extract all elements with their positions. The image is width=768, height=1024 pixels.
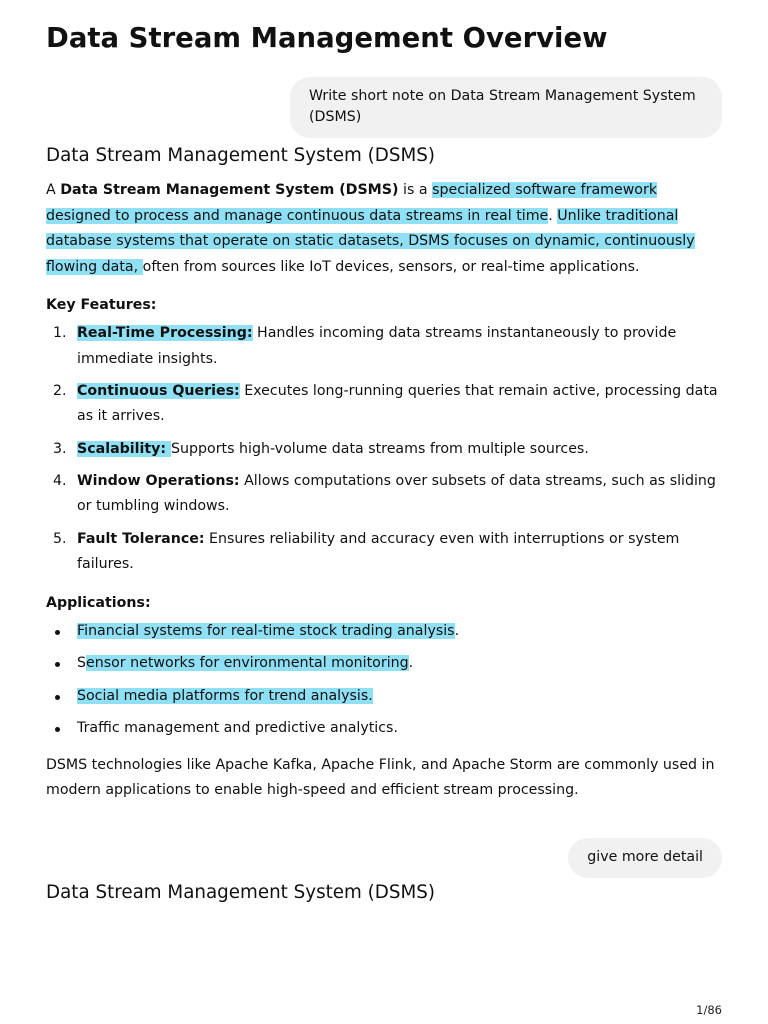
feature-number: 2.	[53, 382, 67, 399]
intro-bold-term: Data Stream Management System (DSMS)	[60, 182, 399, 198]
response-heading: Data Stream Management System (DSMS)	[46, 145, 435, 166]
application-text: .	[454, 622, 460, 639]
intro-text: often from sources like IoT devices, sensors, or real-time applications.	[142, 258, 640, 275]
feature-description: Executes long-running queries that remain active, processing data as it arrives.	[77, 382, 718, 425]
user-message-bubble	[290, 77, 722, 138]
feature-item	[46, 527, 722, 578]
applications-label: Applications:	[46, 594, 151, 611]
application-item	[46, 684, 722, 710]
feature-item	[46, 469, 722, 520]
feature-item	[46, 379, 722, 430]
feature-description: Ensures reliability and accuracy even with interruptions or system failures.	[77, 530, 680, 573]
intro-text: A	[46, 182, 61, 198]
application-item	[46, 716, 722, 742]
bullet-icon	[55, 695, 60, 700]
user-message-text: give more detail	[587, 849, 703, 865]
feature-description: Handles incoming data streams instantaneously to provide immediate insights.	[77, 325, 677, 367]
feature-description: Supports high-volume data streams from multiple sources.	[171, 440, 589, 457]
feature-title: Real-Time Processing:	[77, 325, 253, 341]
application-item	[46, 619, 722, 645]
intro-text: is a	[398, 182, 433, 198]
feature-title: Window Operations:	[77, 472, 240, 489]
application-text: Traffic management and predictive analytics.	[77, 720, 398, 737]
page-title: Data Stream Management Overview	[46, 22, 608, 54]
feature-title: Scalability:	[77, 440, 172, 457]
key-features-label: Key Features:	[46, 297, 157, 313]
user-message-bubble	[568, 838, 722, 878]
user-message-text: Write short note on Data Stream Management System (DSMS)	[309, 88, 696, 125]
application-highlight: Financial systems for real-time stock trading analysis	[77, 622, 455, 639]
feature-item	[46, 437, 722, 463]
application-text: S	[77, 655, 87, 672]
application-highlight: ensor networks for environmental monitoring	[86, 655, 409, 672]
application-text: .	[408, 655, 414, 672]
feature-title: Fault Tolerance:	[77, 530, 205, 547]
feature-number: 3.	[53, 440, 67, 457]
bullet-icon	[55, 727, 60, 732]
response-heading: Data Stream Management System (DSMS)	[46, 882, 435, 903]
feature-title: Continuous Queries:	[77, 382, 240, 399]
feature-number: 1.	[53, 325, 67, 341]
application-highlight: Social media platforms for trend analysis.	[77, 687, 373, 704]
intro-highlight: Unlike traditional database systems that operate on static datasets, DSMS focuses on dynamic, continuously flowing data,	[46, 207, 695, 275]
intro-paragraph	[46, 178, 722, 280]
intro-highlight: specialized software framework designed to process and manage continuous data streams in real time	[46, 182, 658, 224]
bullet-icon	[55, 630, 60, 635]
feature-number: 5.	[53, 530, 67, 547]
applications-list	[46, 619, 722, 742]
feature-item	[46, 321, 722, 372]
intro-text: .	[548, 207, 558, 224]
feature-description: Allows computations over subsets of data streams, such as sliding or tumbling windows.	[77, 472, 716, 515]
bullet-icon	[55, 662, 60, 667]
closing-paragraph: DSMS technologies like Apache Kafka, Apache Flink, and Apache Storm are commonly used in modern applications to enable high-speed and efficient stream processing.	[46, 756, 715, 799]
assistant-response	[46, 140, 722, 804]
key-features-list	[46, 321, 722, 578]
feature-number: 4.	[53, 472, 67, 489]
page-number: 1/86	[696, 1003, 722, 1017]
application-item	[46, 651, 722, 677]
assistant-response	[46, 878, 722, 908]
